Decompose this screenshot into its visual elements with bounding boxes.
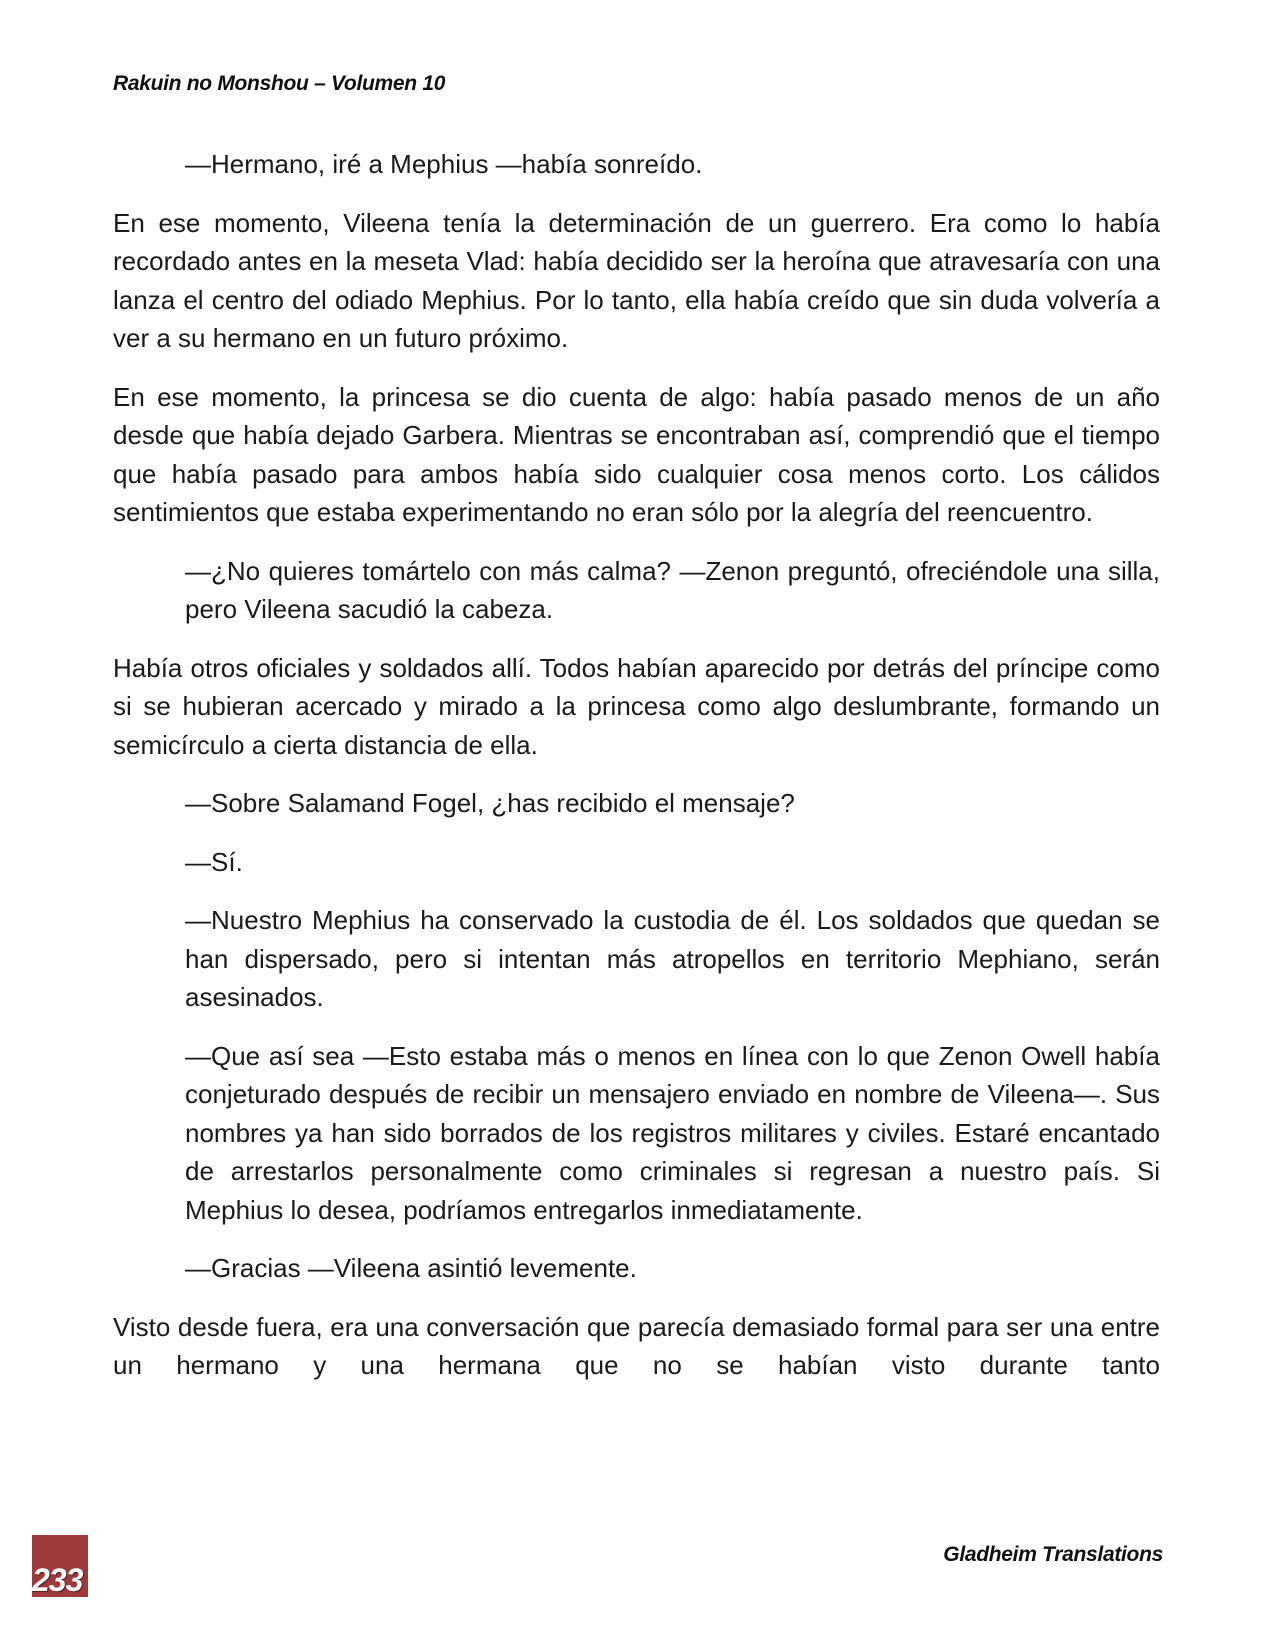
paragraph: —Que así sea —Esto estaba más o menos en línea con lo que Zenon Owell había conjeturado después de recibir un mensajero enviado en nombre de Vileena—. Sus nombres ya han sido borrados de los registros militares y civiles. Estaré encantado de arrestarlos personalmente como criminales si regresan a nuestro país. Si Mephius lo desea, podríamos entregarlos inmediatamente. xyxy=(185,1040,1160,1225)
paragraph: En ese momento, Vileena tenía la determinación de un guerrero. Era como lo había recordado antes en la meseta Vlad: había decidido ser la heroína que atravesaría con una lanza el centro del odiado Mephius. Por lo tanto, ella había creído que sin duda volvería a ver a su hermano en un futuro próximo. xyxy=(113,207,1160,353)
paragraph: Visto desde fuera, era una conversación que parecía demasiado formal para ser una entre un hermano y una hermana que no se habían visto durante tanto xyxy=(113,1311,1160,1380)
paragraph: —Nuestro Mephius ha conservado la custodia de él. Los soldados que quedan se han dispersado, pero si intentan más atropellos en territorio Mephiano, serán asesinados. xyxy=(185,905,1160,1012)
paragraph: —Hermano, iré a Mephius —había sonreído. xyxy=(185,149,703,179)
paragraph: —Sobre Salamand Fogel, ¿has recibido el mensaje? xyxy=(185,788,795,818)
paragraph: En ese momento, la princesa se dio cuenta de algo: había pasado menos de un año desde que había dejado Garbera. Mientras se encontraban así, comprendió que el tiempo que había pasado para ambos había sido cualquier cosa menos corto. Los cálidos sentimientos que estaba experimentando no eran sólo por la alegría del reencuentro. xyxy=(113,381,1160,527)
paragraph: —Sí. xyxy=(185,846,243,877)
footer-credit: Gladheim Translations xyxy=(943,1543,1163,1566)
page-body xyxy=(113,145,1160,1405)
paragraph: Había otros oficiales y soldados allí. Todos habían aparecido por detrás del príncipe como si se hubieran acercado y mirado a la princesa como algo deslumbrante, formando un semicírculo a cierta distancia de ella. xyxy=(113,652,1160,760)
paragraph: —Gracias —Vileena asintió levemente. xyxy=(185,1253,637,1283)
paragraph: —¿No quieres tomártelo con más calma? —Zenon preguntó, ofreciéndole una silla, pero Vileena sacudió la cabeza. xyxy=(185,555,1160,624)
page-number: 233 xyxy=(32,1562,83,1598)
page-header-title: Rakuin no Monshou – Volumen 10 xyxy=(113,72,446,95)
